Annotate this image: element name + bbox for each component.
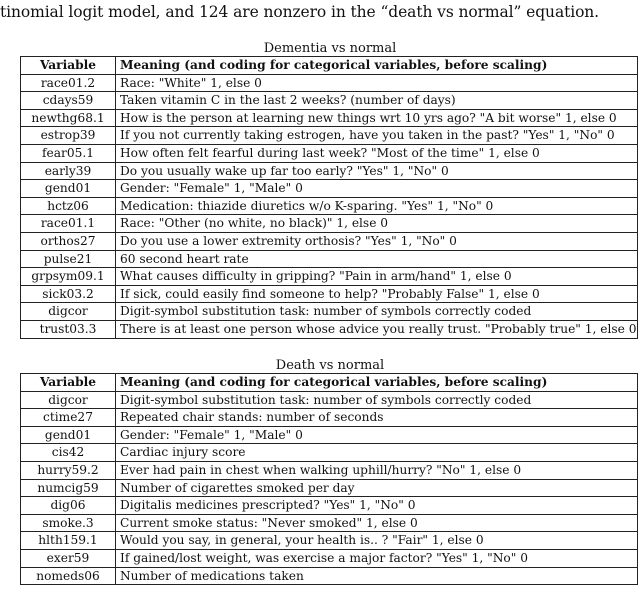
variable-cell: gend01 bbox=[21, 180, 116, 198]
table-row bbox=[21, 180, 638, 198]
table-row bbox=[21, 232, 638, 250]
table-row bbox=[21, 479, 638, 497]
variable-cell: hlth159.1 bbox=[21, 532, 116, 550]
header-variable: Variable bbox=[21, 57, 116, 75]
table-body bbox=[21, 74, 638, 338]
table-row bbox=[21, 250, 638, 268]
variable-cell: race01.1 bbox=[21, 215, 116, 233]
meaning-cell: Ever had pain in chest when walking uphill/hurry? "No" 1, else 0 bbox=[116, 461, 638, 479]
variable-cell: race01.2 bbox=[21, 74, 116, 92]
table-caption: Death vs normal bbox=[275, 358, 385, 373]
table-row bbox=[21, 426, 638, 444]
meaning-cell: Gender: "Female" 1, "Male" 0 bbox=[116, 426, 638, 444]
meaning-cell: Do you usually wake up far too early? "Yes" 1, "No" 0 bbox=[116, 162, 638, 180]
table-row bbox=[21, 409, 638, 427]
table-row bbox=[21, 162, 638, 180]
variable-cell: orthos27 bbox=[21, 232, 116, 250]
variable-cell: hurry59.2 bbox=[21, 461, 116, 479]
meaning-cell: There is at least one person whose advice you really trust. "Probably true" 1, else 0 bbox=[116, 320, 638, 338]
table-row bbox=[21, 514, 638, 532]
variable-cell: gend01 bbox=[21, 426, 116, 444]
variable-cell: cis42 bbox=[21, 444, 116, 462]
variable-cell: trust03.3 bbox=[21, 320, 116, 338]
table-row bbox=[21, 74, 638, 92]
variable-cell: dig06 bbox=[21, 497, 116, 515]
variable-cell: digcor bbox=[21, 391, 116, 409]
death-variables-table bbox=[20, 373, 638, 585]
variable-cell: sick03.2 bbox=[21, 285, 116, 303]
table-row bbox=[21, 127, 638, 145]
variable-cell: hctz06 bbox=[21, 197, 116, 215]
table-row bbox=[21, 303, 638, 321]
table-row bbox=[21, 215, 638, 233]
table-row bbox=[21, 391, 638, 409]
table-header-row bbox=[21, 57, 638, 75]
variable-cell: exer59 bbox=[21, 549, 116, 567]
table-row bbox=[21, 268, 638, 286]
meaning-cell: Repeated chair stands: number of seconds bbox=[116, 409, 638, 427]
table-row bbox=[21, 285, 638, 303]
variable-cell: ctime27 bbox=[21, 409, 116, 427]
meaning-cell: How is the person at learning new things wrt 10 yrs ago? "A bit worse" 1, else 0 bbox=[116, 109, 638, 127]
meaning-cell: Medication: thiazide diuretics w/o K-sparing. "Yes" 1, "No" 0 bbox=[116, 197, 638, 215]
variable-cell: early39 bbox=[21, 162, 116, 180]
table-row bbox=[21, 549, 638, 567]
variable-cell: fear05.1 bbox=[21, 144, 116, 162]
meaning-cell: Digit-symbol substitution task: number of symbols correctly coded bbox=[116, 391, 638, 409]
table-row bbox=[21, 567, 638, 585]
meaning-cell: Current smoke status: "Never smoked" 1, else 0 bbox=[116, 514, 638, 532]
variable-cell: pulse21 bbox=[21, 250, 116, 268]
table-caption: Dementia vs normal bbox=[263, 41, 397, 56]
variable-cell: nomeds06 bbox=[21, 567, 116, 585]
header-meaning: Meaning (and coding for categorical variables, before scaling) bbox=[116, 57, 638, 75]
table-body bbox=[21, 391, 638, 585]
table-header-row bbox=[21, 374, 638, 392]
variable-cell: grpsym09.1 bbox=[21, 268, 116, 286]
meaning-cell: Digitalis medicines prescripted? "Yes" 1, "No" 0 bbox=[116, 497, 638, 515]
meaning-cell: If sick, could easily find someone to help? "Probably False" 1, else 0 bbox=[116, 285, 638, 303]
table-row bbox=[21, 197, 638, 215]
table-row bbox=[21, 144, 638, 162]
table-row bbox=[21, 92, 638, 110]
meaning-cell: Number of cigarettes smoked per day bbox=[116, 479, 638, 497]
header-meaning: Meaning (and coding for categorical variables, before scaling) bbox=[116, 374, 638, 392]
variable-cell: estrop39 bbox=[21, 127, 116, 145]
variable-cell: digcor bbox=[21, 303, 116, 321]
death-table-block bbox=[0, 358, 640, 585]
meaning-cell: Cardiac injury score bbox=[116, 444, 638, 462]
meaning-cell: Digit-symbol substitution task: number of symbols correctly coded bbox=[116, 303, 638, 321]
table-row bbox=[21, 532, 638, 550]
header-variable: Variable bbox=[21, 374, 116, 392]
variable-cell: newthg68.1 bbox=[21, 109, 116, 127]
meaning-cell: Taken vitamin C in the last 2 weeks? (number of days) bbox=[116, 92, 638, 110]
meaning-cell: How often felt fearful during last week? "Most of the time" 1, else 0 bbox=[116, 144, 638, 162]
variable-cell: numcig59 bbox=[21, 479, 116, 497]
meaning-cell: Gender: "Female" 1, "Male" 0 bbox=[116, 180, 638, 198]
meaning-cell: If you not currently taking estrogen, have you taken in the past? "Yes" 1, "No" 0 bbox=[116, 127, 638, 145]
meaning-cell: Race: "Other (no white, no black)" 1, else 0 bbox=[116, 215, 638, 233]
meaning-cell: 60 second heart rate bbox=[116, 250, 638, 268]
meaning-cell: What causes difficulty in gripping? "Pain in arm/hand" 1, else 0 bbox=[116, 268, 638, 286]
dementia-variables-table bbox=[20, 56, 638, 339]
variable-cell: smoke.3 bbox=[21, 514, 116, 532]
table-row bbox=[21, 461, 638, 479]
intro-paragraph: tinomial logit model, and 124 are nonzero in the “death vs normal” equation. bbox=[0, 3, 600, 21]
meaning-cell: Number of medications taken bbox=[116, 567, 638, 585]
meaning-cell: If gained/lost weight, was exercise a major factor? "Yes" 1, "No" 0 bbox=[116, 549, 638, 567]
table-row bbox=[21, 444, 638, 462]
dementia-table-block bbox=[0, 41, 640, 339]
meaning-cell: Would you say, in general, your health is.. ? "Fair" 1, else 0 bbox=[116, 532, 638, 550]
meaning-cell: Race: "White" 1, else 0 bbox=[116, 74, 638, 92]
table-row bbox=[21, 497, 638, 515]
variable-cell: cdays59 bbox=[21, 92, 116, 110]
table-row bbox=[21, 320, 638, 338]
meaning-cell: Do you use a lower extremity orthosis? "Yes" 1, "No" 0 bbox=[116, 232, 638, 250]
table-row bbox=[21, 109, 638, 127]
